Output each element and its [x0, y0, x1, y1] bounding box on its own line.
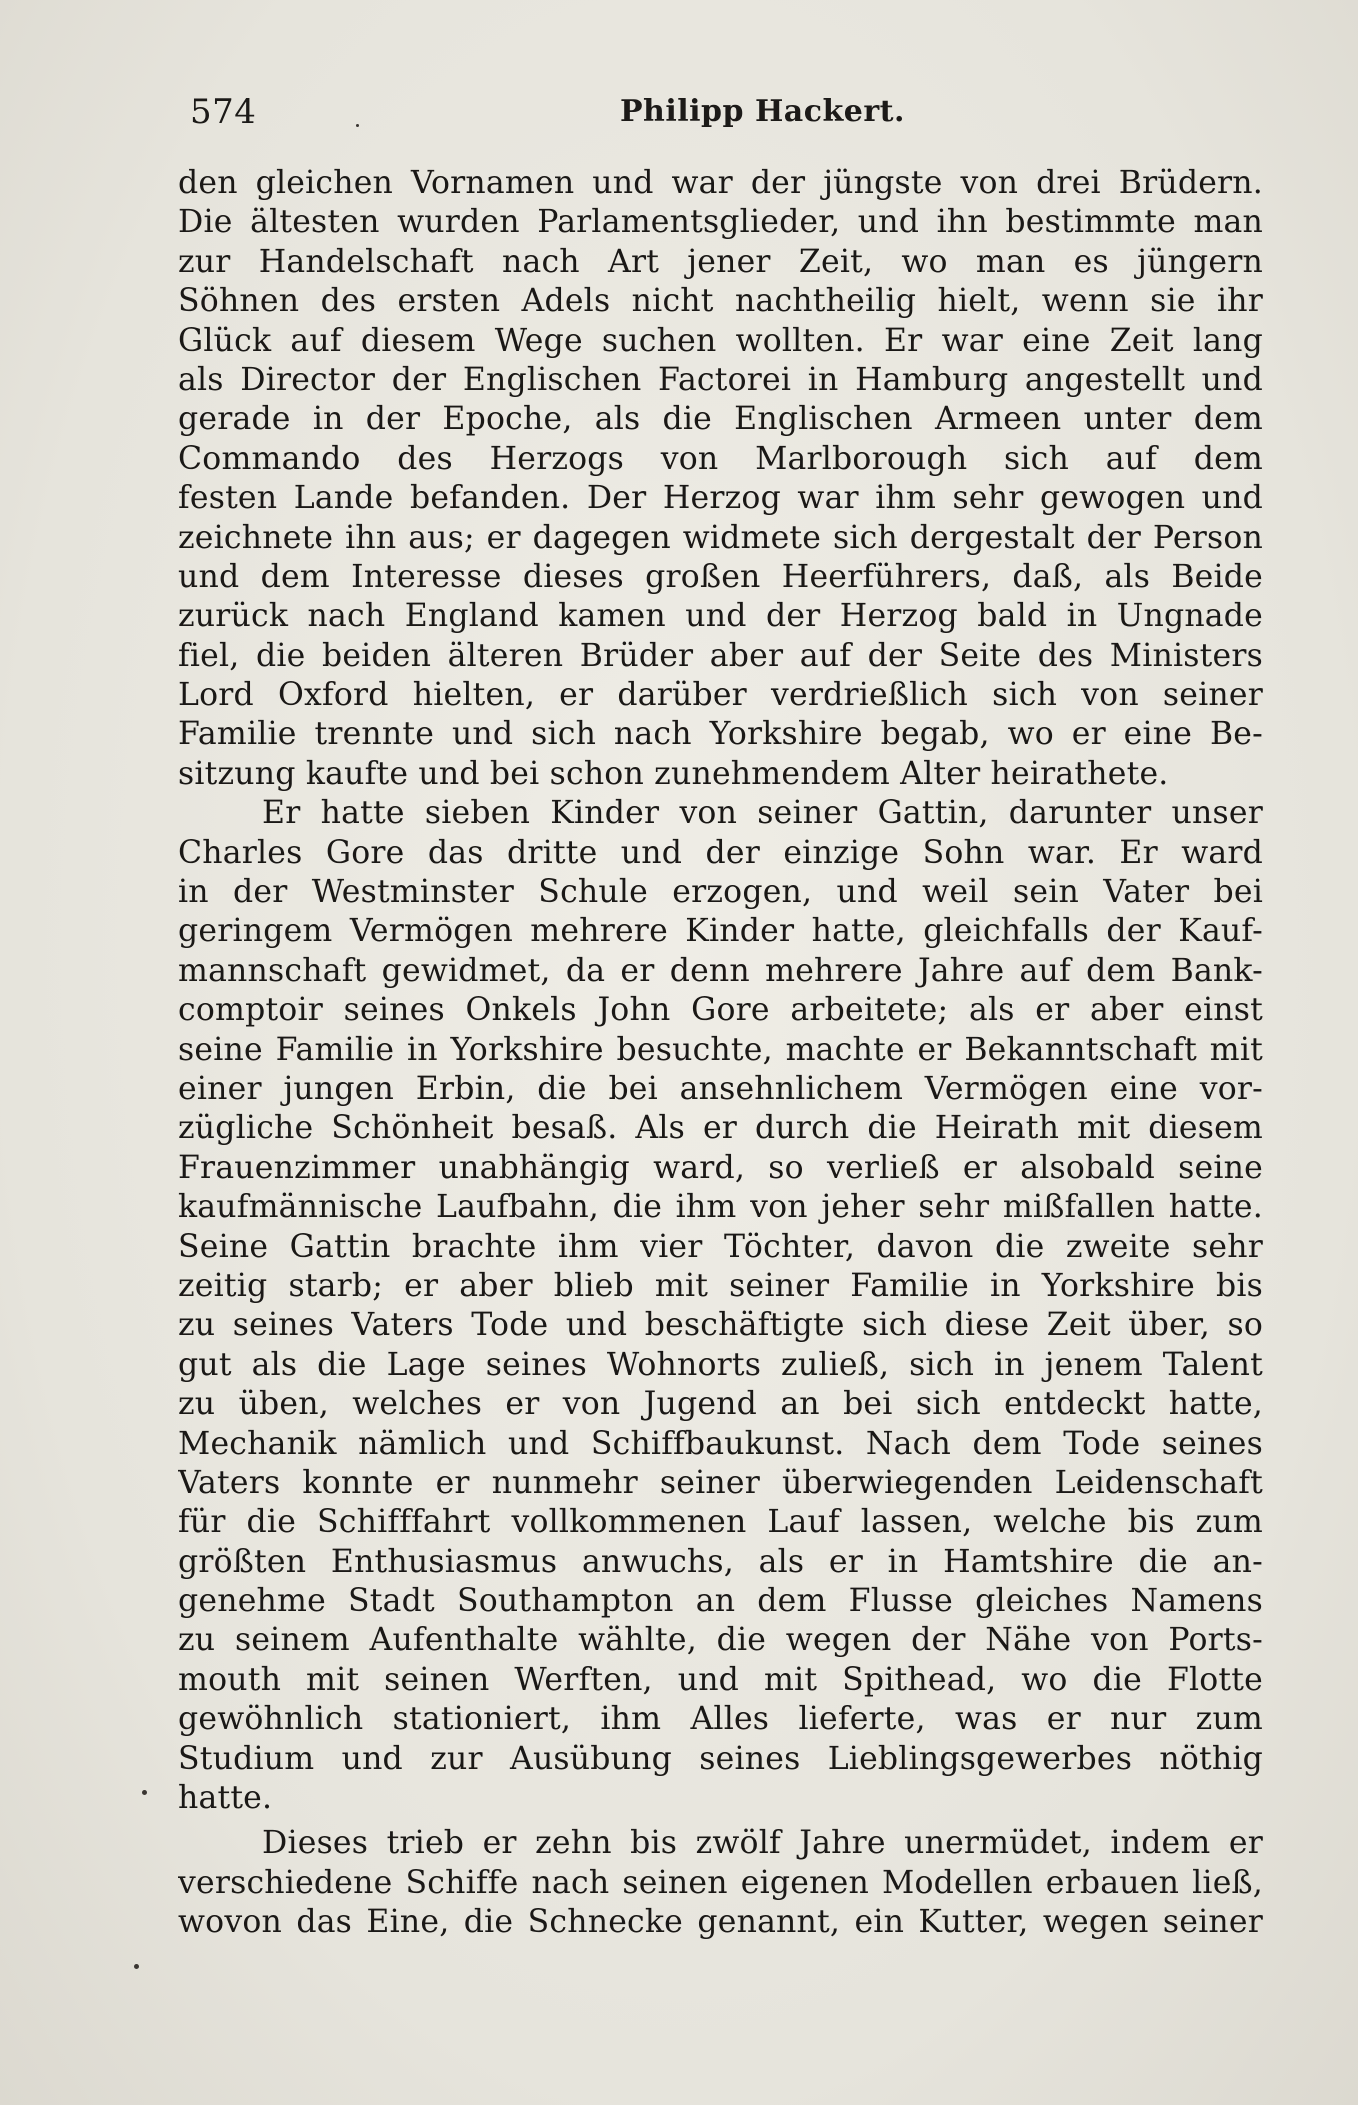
text-line: gewöhnlich stationiert, ihm Alles lieferte, was er nur zum	[178, 1701, 1263, 1738]
text-line: zu seinem Aufenthalte wählte, die wegen der Nähe von Ports-	[178, 1622, 1263, 1659]
text-line: zu seines Vaters Tode und beschäftigte sich diese Zeit über, so	[178, 1307, 1263, 1344]
text-line: Lord Oxford hielten, er darüber verdrießlich sich von seiner	[178, 677, 1263, 714]
paragraph-2	[178, 794, 1263, 1818]
text-line: verschiedene Schiffe nach seinen eigenen Modellen erbauen ließ,	[178, 1864, 1263, 1901]
text-line: Familie trennte und sich nach Yorkshire begab, wo er eine Be-	[178, 716, 1263, 753]
print-speck	[134, 1964, 139, 1969]
text-line: den gleichen Vornamen und war der jüngste von drei Brüdern.	[178, 165, 1263, 201]
text-line: hatte.	[178, 1780, 273, 1817]
text-line: genehme Stadt Southampton an dem Flusse gleiches Namens	[178, 1583, 1263, 1620]
text-line: mannschaft gewidmet, da er denn mehrere Jahre auf dem Bank-	[178, 952, 1263, 989]
text-line: einer jungen Erbin, die bei ansehnlichem Vermögen eine vor-	[178, 1070, 1263, 1107]
text-line: größten Enthusiasmus anwuchs, als er in Hamtshire die an-	[178, 1543, 1263, 1580]
text-line: in der Westminster Schule erzogen, und weil sein Vater bei	[178, 874, 1263, 911]
text-line: fiel, die beiden älteren Brüder aber auf der Seite des Ministers	[178, 637, 1263, 674]
paragraph-1	[178, 164, 1263, 794]
text-line: zügliche Schönheit besaß. Als er durch die Heirath mit diesem	[178, 1110, 1263, 1147]
text-line: Söhnen des ersten Adels nicht nachtheilig hielt, wenn sie ihr	[178, 283, 1263, 320]
text-line: Charles Gore das dritte und der einzige Sohn war. Er ward	[178, 834, 1263, 871]
text-line: Die ältesten wurden Parlamentsglieder, und ihn bestimmte man	[178, 204, 1263, 241]
text-line: zu üben, welches er von Jugend an bei sich entdeckt hatte,	[178, 1386, 1263, 1423]
text-line: zeichnete ihn aus; er dagegen widmete sich dergestalt der Person	[178, 519, 1263, 556]
text-line: gut als die Lage seines Wohnorts zuließ, sich in jenem Talent	[178, 1346, 1263, 1383]
text-line: Er hatte sieben Kinder von seiner Gattin, darunter unser	[262, 795, 1263, 832]
text-line: zur Handelschaft nach Art jener Zeit, wo man es jüngern	[178, 243, 1263, 280]
text-line: Seine Gattin brachte ihm vier Töchter, davon die zweite sehr	[178, 1228, 1263, 1265]
text-line: mouth mit seinen Werften, und mit Spithead, wo die Flotte	[178, 1661, 1263, 1698]
page-header	[190, 92, 1265, 142]
text-line: Mechanik nämlich und Schiffbaukunst. Nach dem Tode seines	[178, 1425, 1263, 1462]
text-line: und dem Interesse dieses großen Heerführers, daß, als Beide	[178, 558, 1263, 595]
text-line: Glück auf diesem Wege suchen wollten. Er war eine Zeit lang	[178, 322, 1263, 359]
body-text	[178, 164, 1263, 1943]
paragraph-3	[178, 1824, 1263, 1942]
text-line: festen Lande befanden. Der Herzog war ihm sehr gewogen und	[178, 480, 1263, 517]
text-line: zurück nach England kamen und der Herzog bald in Ungnade	[178, 598, 1263, 635]
text-line: gerade in der Epoche, als die Englischen Armeen unter dem	[178, 401, 1263, 438]
page-number: 574	[190, 92, 257, 132]
text-line: Dieses trieb er zehn bis zwölf Jahre unermüdet, indem er	[262, 1825, 1263, 1862]
print-speck	[142, 1790, 147, 1795]
text-line: Commando des Herzogs von Marlborough sich auf dem	[178, 440, 1263, 477]
text-line: Vaters konnte er nunmehr seiner überwiegenden Leidenschaft	[178, 1464, 1263, 1501]
running-head: Philipp Hackert.	[620, 94, 905, 129]
print-speck	[356, 124, 359, 127]
text-line: Frauenzimmer unabhängig ward, so verließ er alsobald seine	[178, 1149, 1263, 1186]
text-line: Studium und zur Ausübung seines Lieblingsgewerbes nöthig	[178, 1740, 1263, 1777]
text-line: sitzung kaufte und bei schon zunehmendem Alter heirathete.	[178, 755, 1169, 792]
text-line: kaufmännische Laufbahn, die ihm von jeher sehr mißfallen hatte.	[178, 1189, 1263, 1226]
text-line: zeitig starb; er aber blieb mit seiner Familie in Yorkshire bis	[178, 1267, 1263, 1304]
text-line: comptoir seines Onkels John Gore arbeitete; als er aber einst	[178, 992, 1263, 1029]
text-line: seine Familie in Yorkshire besuchte, machte er Bekanntschaft mit	[178, 1031, 1263, 1068]
text-line: wovon das Eine, die Schnecke genannt, ein Kutter, wegen seiner	[178, 1904, 1263, 1941]
text-line: als Director der Englischen Factorei in Hamburg angestellt und	[178, 361, 1263, 398]
text-line: für die Schifffahrt vollkommenen Lauf lassen, welche bis zum	[178, 1504, 1263, 1541]
text-line: geringem Vermögen mehrere Kinder hatte, gleichfalls der Kauf-	[178, 913, 1263, 950]
